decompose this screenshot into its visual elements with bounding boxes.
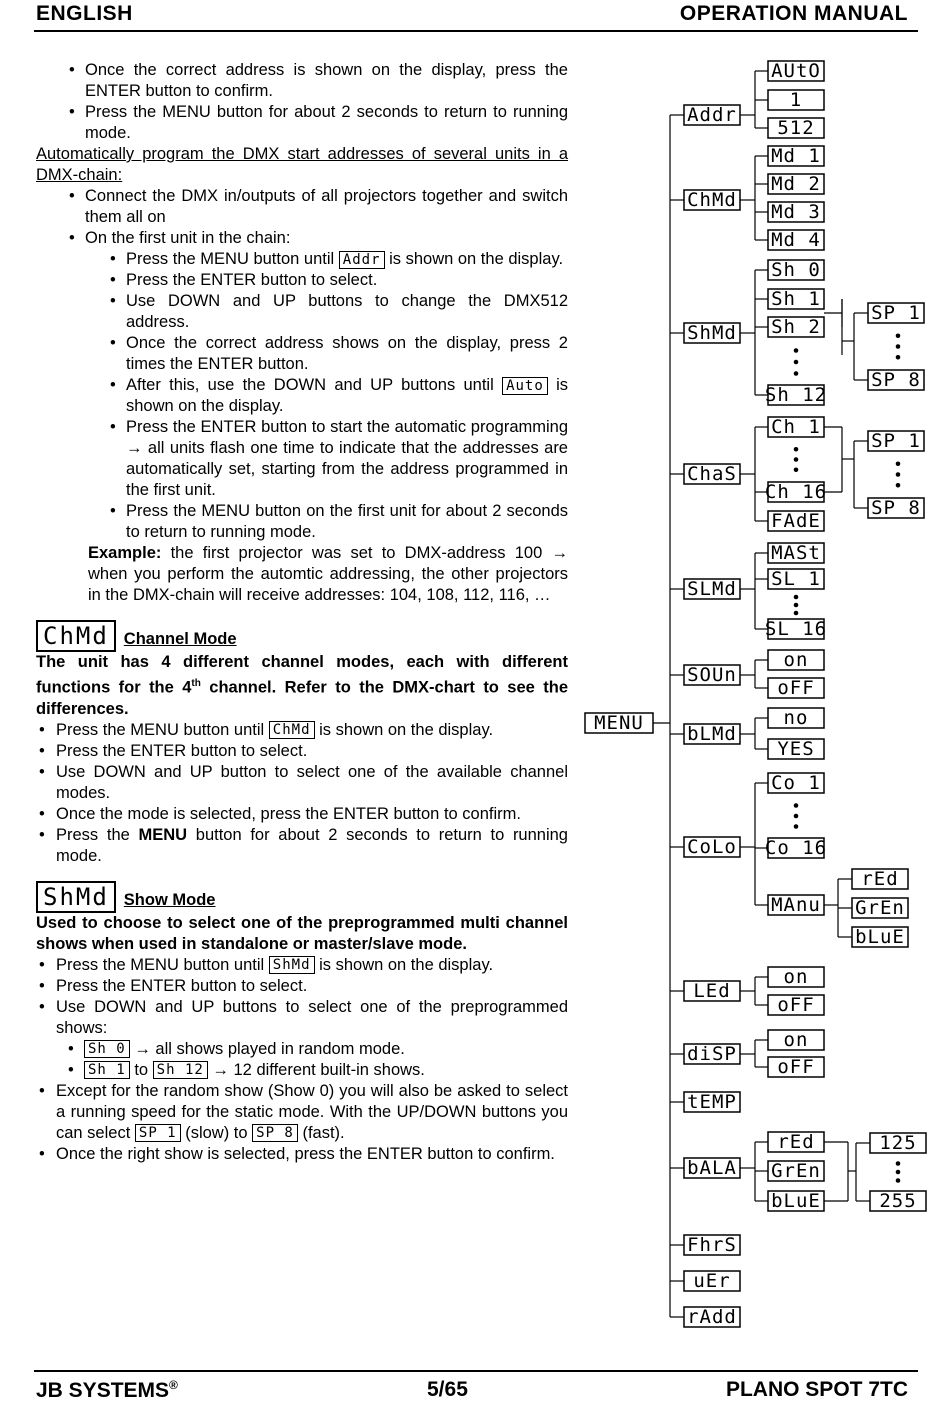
ellipsis-dot bbox=[896, 355, 901, 360]
lcd-label: ShMd bbox=[687, 322, 737, 344]
footer-page: 5/65 bbox=[427, 1378, 468, 1401]
lcd-chmd-icon: ChMd bbox=[269, 721, 315, 739]
led-box bbox=[768, 994, 824, 1016]
list-item: • Press the ENTER button to select. bbox=[36, 976, 568, 997]
menu-item-soun bbox=[684, 664, 740, 686]
lcd-label: bALA bbox=[687, 1157, 737, 1179]
section-title: Show Mode bbox=[123, 890, 216, 909]
lcd-label: SP 8 bbox=[871, 497, 921, 519]
lcd-label: SP 1 bbox=[871, 430, 921, 452]
ellipsis-dot bbox=[794, 803, 799, 808]
blmd-box bbox=[768, 707, 824, 729]
list-item: • Once the mode is selected, press the ENTER button to confirm. bbox=[36, 804, 568, 825]
list-item: • Press the ENTER button to start the automatic programming → all units flash one time to indicate that the addresses are automatically set, starting from the address programmed in the first unit. bbox=[36, 417, 568, 501]
lcd-label: SL 1 bbox=[771, 568, 821, 590]
list-item: • Once the right show is selected, press the ENTER button to confirm. bbox=[36, 1144, 568, 1165]
chmd-box bbox=[768, 229, 824, 251]
menu-item-chas bbox=[684, 463, 740, 485]
lcd-label: SL 16 bbox=[764, 618, 828, 640]
footer-brand: JB SYSTEMS® bbox=[36, 1378, 178, 1402]
lcd-label: on bbox=[783, 1029, 809, 1051]
lcd-label: Co 16 bbox=[764, 837, 828, 859]
ellipsis-dot bbox=[794, 824, 799, 829]
auto-bullets bbox=[36, 186, 568, 249]
lcd-label: 125 bbox=[879, 1132, 917, 1154]
footer-rule bbox=[34, 1370, 918, 1372]
lcd-label: diSP bbox=[687, 1043, 737, 1065]
shmd-box bbox=[765, 384, 827, 406]
lcd-label: AUtO bbox=[771, 60, 821, 82]
lcd-label: CoLo bbox=[687, 836, 737, 858]
lcd-label: SLMd bbox=[687, 578, 737, 600]
lcd-label: Md 3 bbox=[771, 201, 821, 223]
lcd-label: bLuE bbox=[771, 1190, 821, 1212]
speed-box bbox=[868, 302, 924, 324]
soun-box bbox=[768, 649, 824, 671]
lcd-label: rEd bbox=[861, 868, 899, 890]
lcd-label: Md 2 bbox=[771, 173, 821, 195]
lcd-label: 512 bbox=[777, 117, 815, 139]
list-item: • Press the MENU button until ChMd is shown on the display. bbox=[36, 720, 568, 741]
menu-item-uer bbox=[684, 1270, 740, 1292]
chas-box bbox=[768, 416, 824, 438]
channel-mode-desc: The unit has 4 different channel modes, each with different functions for the 4th channel. Refer to the DMX-chart to see the differences. bbox=[36, 653, 569, 718]
lcd-addr-icon: Addr bbox=[339, 251, 385, 269]
lcd-label: SOUn bbox=[687, 664, 737, 686]
addr-box bbox=[768, 117, 824, 139]
list-item: • Press the MENU button until Addr is shown on the display. bbox=[36, 249, 568, 270]
ellipsis-dot bbox=[896, 483, 901, 488]
section-title: Channel Mode bbox=[123, 630, 237, 648]
show-mode-heading bbox=[36, 881, 568, 913]
lcd-label: no bbox=[783, 707, 809, 729]
menu-item-shmd bbox=[684, 322, 740, 344]
ellipsis-dot bbox=[794, 447, 799, 452]
ellipsis-dot bbox=[794, 603, 799, 608]
lcd-label: MENU bbox=[594, 712, 644, 734]
lcd-chmd-icon: ChMd bbox=[36, 620, 116, 652]
lcd-auto-icon: Auto bbox=[502, 377, 548, 395]
lcd-label: SP 8 bbox=[871, 369, 921, 391]
lcd-label: GrEn bbox=[855, 897, 905, 919]
lcd-label: FhrS bbox=[687, 1234, 737, 1256]
menu-item-radd bbox=[684, 1306, 740, 1328]
lcd-label: oFF bbox=[777, 1056, 815, 1078]
lcd-label: Ch 16 bbox=[764, 481, 828, 503]
slmd-box bbox=[765, 618, 827, 640]
slmd-box bbox=[768, 568, 824, 590]
auto-steps bbox=[36, 249, 568, 543]
shmd-box bbox=[768, 259, 824, 281]
list-item: • Except for the random show (Show 0) you will also be asked to select a running speed for the static mode. With the UP/DOWN buttons you can select SP 1 (slow) to SP 8 (fast). bbox=[36, 1081, 568, 1144]
list-item: • Sh 1 to Sh 12 → 12 different built-in shows. bbox=[36, 1060, 568, 1081]
lcd-shmd-icon: ShMd bbox=[36, 881, 116, 913]
ellipsis-dot bbox=[896, 1178, 901, 1183]
list-item: • Press the ENTER button to select. bbox=[36, 270, 568, 291]
lcd-label: oFF bbox=[777, 677, 815, 699]
header-left: ENGLISH bbox=[36, 2, 133, 25]
ellipsis-dot bbox=[794, 360, 799, 365]
colo-box bbox=[768, 772, 824, 794]
list-item: • Use DOWN and UP button to select one of the available channel modes. bbox=[36, 762, 568, 804]
lcd-label: MAnu bbox=[771, 894, 821, 916]
menu-item-led bbox=[684, 980, 740, 1002]
lcd-label: ChaS bbox=[687, 463, 737, 485]
addr-box bbox=[768, 60, 824, 82]
menu-item-slmd bbox=[684, 578, 740, 600]
lcd-label: Ch 1 bbox=[771, 416, 821, 438]
show-mode-desc: Used to choose to select one of the preprogrammed multi channel shows when used in standalone or master/slave mode. bbox=[36, 913, 568, 953]
slmd-box bbox=[768, 542, 824, 564]
list-item: • Use DOWN and UP buttons to select one of the preprogrammed shows: bbox=[36, 997, 568, 1039]
menu-item-bala bbox=[684, 1157, 740, 1179]
speed-box bbox=[868, 497, 924, 519]
chmd-box bbox=[768, 201, 824, 223]
chmd-box bbox=[768, 173, 824, 195]
bala-value-box bbox=[870, 1190, 926, 1212]
ellipsis-dot bbox=[896, 472, 901, 477]
lcd-sh1-icon: Sh 1 bbox=[84, 1061, 130, 1079]
lcd-label: bLMd bbox=[687, 723, 737, 745]
show-mode-list-2 bbox=[36, 1081, 568, 1165]
lcd-label: 1 bbox=[789, 89, 803, 111]
show-sub-list bbox=[36, 1039, 568, 1081]
list-item: • Once the correct address shows on the display, press 2 times the ENTER button. bbox=[36, 333, 568, 375]
intro-list bbox=[36, 60, 568, 144]
menu-item-colo bbox=[684, 836, 740, 858]
list-item: • Sh 0 → all shows played in random mode. bbox=[36, 1039, 568, 1060]
ellipsis-dot bbox=[896, 344, 901, 349]
rgb-box bbox=[852, 868, 908, 890]
lcd-label: Sh 12 bbox=[764, 384, 828, 406]
header-rule bbox=[34, 30, 918, 32]
list-item: • After this, use the DOWN and UP buttons until Auto is shown on the display. bbox=[36, 375, 568, 417]
example-note: Example: the first projector was set to DMX-address 100 → when you perform the automtic addressing, the other projectors in the DMX-chain will receive addresses: 104, 108, 112, 116, … bbox=[88, 544, 568, 604]
menu-item-fhrs bbox=[684, 1234, 740, 1256]
lcd-sh0-icon: Sh 0 bbox=[84, 1040, 130, 1058]
speed-box bbox=[868, 430, 924, 452]
rgb-box bbox=[852, 897, 908, 919]
lcd-label: on bbox=[783, 966, 809, 988]
chas-box bbox=[768, 510, 824, 532]
lcd-label: Sh 1 bbox=[771, 288, 821, 310]
led-box bbox=[768, 966, 824, 988]
list-item: • Press the MENU button for about 2 seconds to return to running mode. bbox=[36, 825, 568, 867]
show-mode-list bbox=[36, 955, 568, 1039]
lcd-sh12-icon: Sh 12 bbox=[153, 1061, 208, 1079]
bala-value-box bbox=[870, 1132, 926, 1154]
list-item: • Press the ENTER button to select. bbox=[36, 741, 568, 762]
ellipsis-dot bbox=[794, 595, 799, 600]
chas-box bbox=[765, 481, 827, 503]
lcd-label: ChMd bbox=[687, 189, 737, 211]
lcd-label: FAdE bbox=[771, 510, 821, 532]
list-item: • Press the MENU button until ShMd is shown on the display. bbox=[36, 955, 568, 976]
lcd-label: Co 1 bbox=[771, 772, 821, 794]
menu-root-box bbox=[585, 712, 653, 734]
channel-mode-list bbox=[36, 720, 568, 867]
lcd-label: SP 1 bbox=[871, 302, 921, 324]
rgb-box bbox=[852, 926, 908, 948]
ellipsis-dot bbox=[896, 1170, 901, 1175]
menu-item-temp bbox=[684, 1091, 740, 1113]
soun-box bbox=[768, 677, 824, 699]
lcd-label: on bbox=[783, 649, 809, 671]
disp-box bbox=[768, 1029, 824, 1051]
lcd-label: uEr bbox=[693, 1270, 731, 1292]
list-item: • Once the correct address is shown on the display, press the ENTER button to confirm. bbox=[36, 60, 568, 102]
header-right: OPERATION MANUAL bbox=[679, 2, 908, 25]
lcd-label: rEd bbox=[777, 1131, 815, 1153]
ellipsis-dot bbox=[896, 333, 901, 338]
list-item: • On the first unit in the chain: bbox=[36, 228, 568, 249]
list-item: • Connect the DMX in/outputs of all projectors together and switch them all on bbox=[36, 186, 568, 228]
ellipsis-dot bbox=[896, 461, 901, 466]
lcd-label: oFF bbox=[777, 994, 815, 1016]
colo-box bbox=[765, 837, 827, 859]
lcd-label: tEMP bbox=[687, 1091, 737, 1113]
ellipsis-dot bbox=[896, 1161, 901, 1166]
list-item: • Press the MENU button for about 2 seconds to return to running mode. bbox=[36, 102, 568, 144]
menu-tree-diagram bbox=[580, 55, 940, 1340]
speed-box bbox=[868, 369, 924, 391]
bala-box bbox=[768, 1131, 824, 1153]
menu-item-addr bbox=[684, 104, 740, 126]
ellipsis-dot bbox=[794, 348, 799, 353]
bala-box bbox=[768, 1160, 824, 1182]
lcd-label: MASt bbox=[771, 542, 821, 564]
lcd-label: Sh 2 bbox=[771, 316, 821, 338]
shmd-box bbox=[768, 288, 824, 310]
menu-item-blmd bbox=[684, 723, 740, 745]
list-item: • Use DOWN and UP buttons to change the DMX512 address. bbox=[36, 291, 568, 333]
lcd-label: bLuE bbox=[855, 926, 905, 948]
lcd-label: Md 1 bbox=[771, 145, 821, 167]
lcd-sp1-icon: SP 1 bbox=[135, 1124, 181, 1142]
bala-box bbox=[768, 1190, 824, 1212]
menu-item-disp bbox=[684, 1043, 740, 1065]
text-column bbox=[36, 60, 568, 1165]
list-item: • Press the MENU button on the first unit for about 2 seconds to return to running mode. bbox=[36, 501, 568, 543]
auto-heading: Automatically program the DMX start addresses of several units in a DMX-chain: bbox=[36, 145, 568, 184]
ellipsis-dot bbox=[794, 457, 799, 462]
lcd-label: Md 4 bbox=[771, 229, 821, 251]
footer-model: PLANO SPOT 7TC bbox=[725, 1378, 908, 1401]
ellipsis-dot bbox=[794, 814, 799, 819]
shmd-box bbox=[768, 316, 824, 338]
menu-item-chmd bbox=[684, 189, 740, 211]
lcd-shmd-icon: ShMd bbox=[269, 956, 315, 974]
lcd-sp8-icon: SP 8 bbox=[252, 1124, 298, 1142]
lcd-label: rAdd bbox=[687, 1306, 737, 1328]
addr-box bbox=[768, 89, 824, 111]
chmd-box bbox=[768, 145, 824, 167]
channel-mode-heading bbox=[36, 620, 568, 652]
lcd-label: GrEn bbox=[771, 1160, 821, 1182]
disp-box bbox=[768, 1056, 824, 1078]
colo-box bbox=[768, 894, 824, 916]
lcd-label: 255 bbox=[879, 1190, 917, 1212]
lcd-label: Sh 0 bbox=[771, 259, 821, 281]
lcd-label: YES bbox=[777, 738, 815, 760]
lcd-label: LEd bbox=[693, 980, 731, 1002]
ellipsis-dot bbox=[794, 467, 799, 472]
lcd-label: Addr bbox=[687, 104, 737, 126]
ellipsis-dot bbox=[794, 611, 799, 616]
ellipsis-dot bbox=[794, 371, 799, 376]
blmd-box bbox=[768, 738, 824, 760]
